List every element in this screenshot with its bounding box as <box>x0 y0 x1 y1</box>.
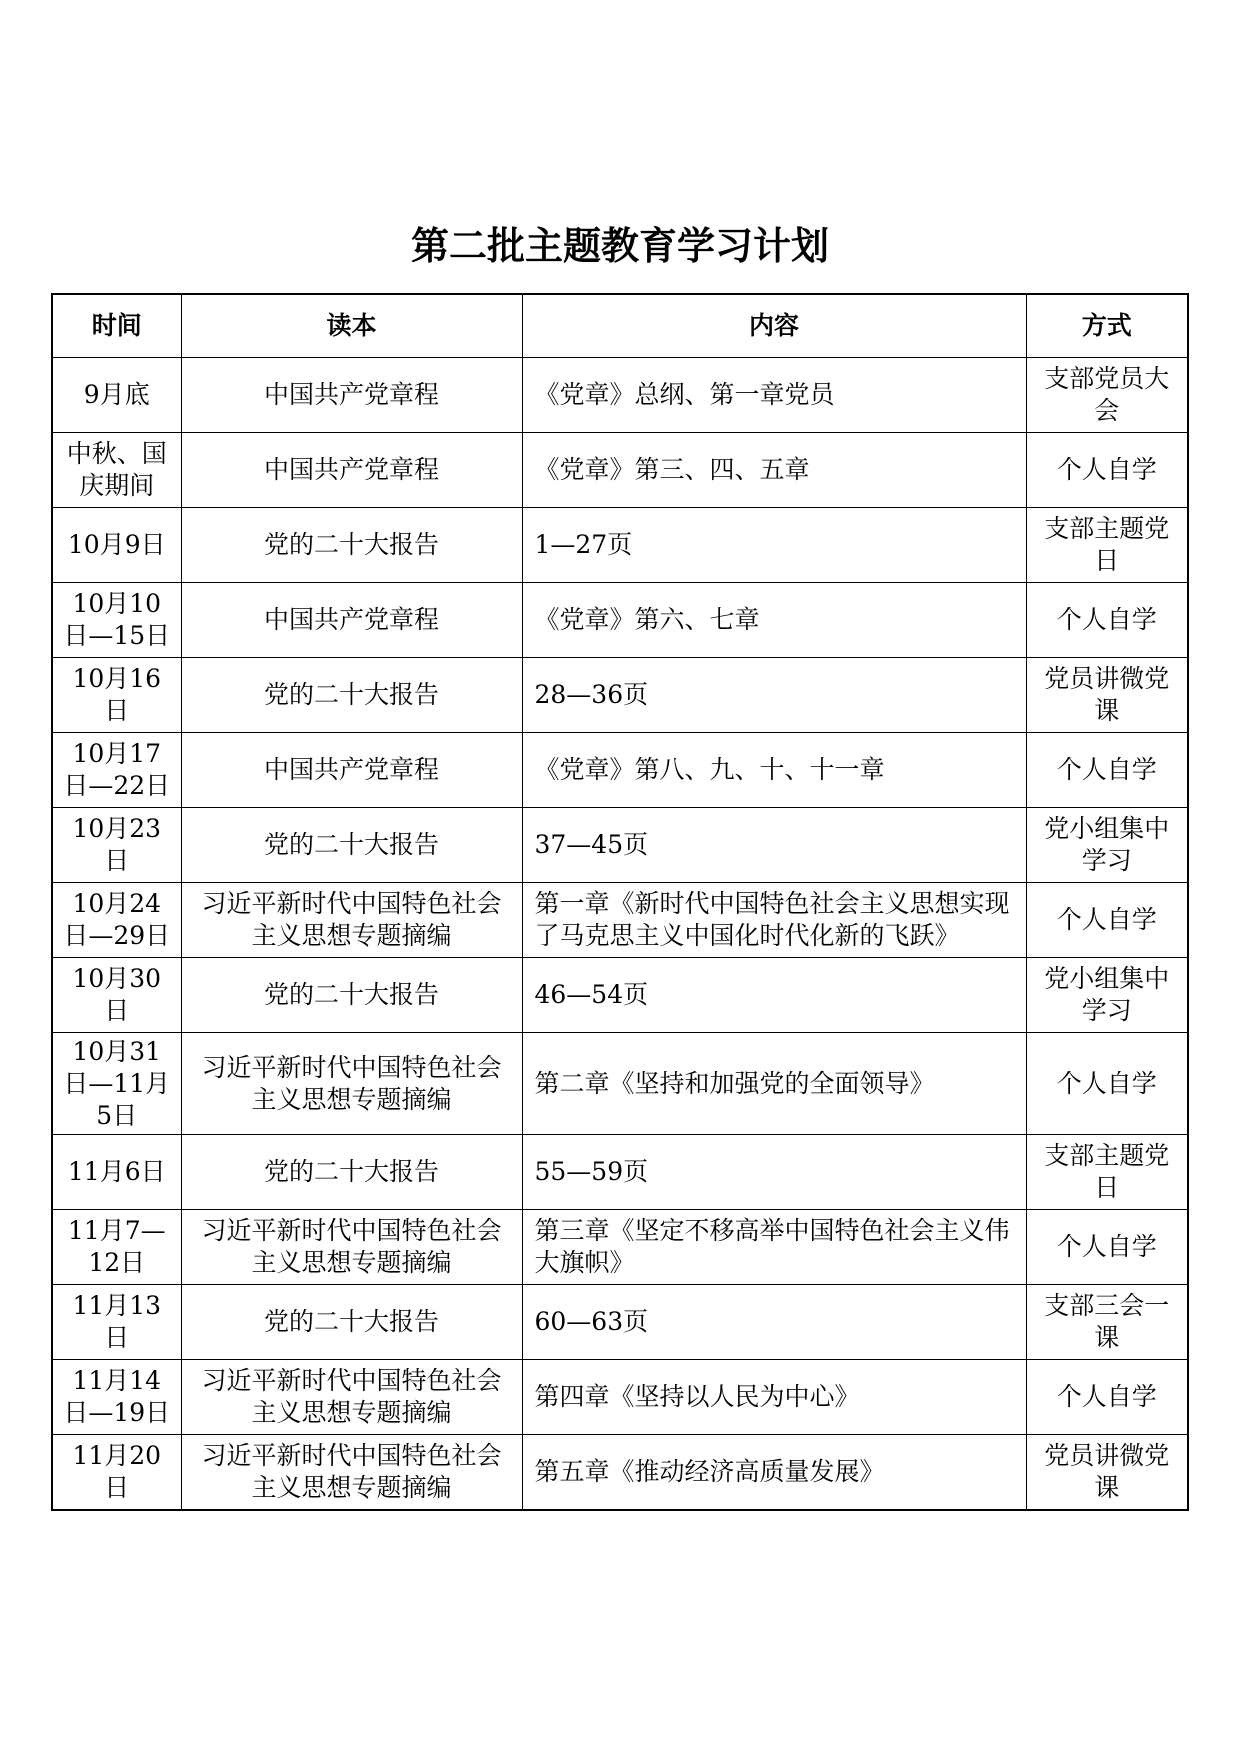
table-row <box>52 808 1188 883</box>
table-row <box>52 508 1188 583</box>
cell-reader: 中国共产党章程 <box>181 358 522 433</box>
cell-time: 10月30日 <box>52 958 181 1033</box>
cell-reader: 党的二十大报告 <box>181 508 522 583</box>
cell-time: 9月底 <box>52 358 181 433</box>
cell-method: 支部党员大会 <box>1026 358 1188 433</box>
cell-method: 个人自学 <box>1026 1033 1188 1135</box>
column-header-method: 方式 <box>1026 294 1188 358</box>
table-row <box>52 1435 1188 1511</box>
cell-time: 11月6日 <box>52 1135 181 1210</box>
page-title: 第二批主题教育学习计划 <box>410 223 829 268</box>
cell-time: 10月16日 <box>52 658 181 733</box>
cell-reader: 党的二十大报告 <box>181 658 522 733</box>
cell-content: 《党章》第六、七章 <box>522 583 1026 658</box>
cell-method: 支部三会一课 <box>1026 1285 1188 1360</box>
cell-time: 10月9日 <box>52 508 181 583</box>
cell-time: 10月10日—15日 <box>52 583 181 658</box>
table-row <box>52 1135 1188 1210</box>
cell-content: 46—54页 <box>522 958 1026 1033</box>
table-row <box>52 883 1188 958</box>
column-header-reader: 读本 <box>181 294 522 358</box>
cell-method: 个人自学 <box>1026 433 1188 508</box>
cell-reader: 党的二十大报告 <box>181 958 522 1033</box>
cell-content: 60—63页 <box>522 1285 1026 1360</box>
cell-content: 《党章》第三、四、五章 <box>522 433 1026 508</box>
column-header-time: 时间 <box>52 294 181 358</box>
cell-time: 10月31日—11月5日 <box>52 1033 181 1135</box>
cell-reader: 习近平新时代中国特色社会主义思想专题摘编 <box>181 1210 522 1285</box>
cell-content: 《党章》总纲、第一章党员 <box>522 358 1026 433</box>
cell-time: 10月23日 <box>52 808 181 883</box>
cell-reader: 中国共产党章程 <box>181 583 522 658</box>
cell-reader: 习近平新时代中国特色社会主义思想专题摘编 <box>181 1360 522 1435</box>
cell-content: 第四章《坚持以人民为中心》 <box>522 1360 1026 1435</box>
cell-method: 党员讲微党课 <box>1026 1435 1188 1511</box>
table-row <box>52 1360 1188 1435</box>
table-row <box>52 583 1188 658</box>
cell-method: 党小组集中学习 <box>1026 958 1188 1033</box>
cell-time: 10月24日—29日 <box>52 883 181 958</box>
cell-time: 11月20日 <box>52 1435 181 1511</box>
cell-content: 第五章《推动经济高质量发展》 <box>522 1435 1026 1511</box>
cell-reader: 习近平新时代中国特色社会主义思想专题摘编 <box>181 1435 522 1511</box>
cell-method: 个人自学 <box>1026 1210 1188 1285</box>
cell-reader: 习近平新时代中国特色社会主义思想专题摘编 <box>181 883 522 958</box>
cell-method: 个人自学 <box>1026 583 1188 658</box>
table-row <box>52 433 1188 508</box>
cell-content: 第一章《新时代中国特色社会主义思想实现了马克思主义中国化时代化新的飞跃》 <box>522 883 1026 958</box>
cell-method: 个人自学 <box>1026 883 1188 958</box>
cell-time: 10月17日—22日 <box>52 733 181 808</box>
cell-method: 支部主题党日 <box>1026 1135 1188 1210</box>
cell-time: 11月14日—19日 <box>52 1360 181 1435</box>
table-row <box>52 1033 1188 1135</box>
cell-content: 37—45页 <box>522 808 1026 883</box>
cell-reader: 党的二十大报告 <box>181 1135 522 1210</box>
cell-method: 党小组集中学习 <box>1026 808 1188 883</box>
cell-content: 第二章《坚持和加强党的全面领导》 <box>522 1033 1026 1135</box>
cell-method: 个人自学 <box>1026 1360 1188 1435</box>
study-plan-table <box>51 293 1189 1511</box>
cell-time: 中秋、国庆期间 <box>52 433 181 508</box>
cell-content: 28—36页 <box>522 658 1026 733</box>
table-row <box>52 658 1188 733</box>
table-row <box>52 1285 1188 1360</box>
cell-time: 11月7—12日 <box>52 1210 181 1285</box>
cell-method: 个人自学 <box>1026 733 1188 808</box>
cell-time: 11月13日 <box>52 1285 181 1360</box>
cell-content: 55—59页 <box>522 1135 1026 1210</box>
cell-method: 党员讲微党课 <box>1026 658 1188 733</box>
cell-content: 1—27页 <box>522 508 1026 583</box>
cell-reader: 习近平新时代中国特色社会主义思想专题摘编 <box>181 1033 522 1135</box>
cell-content: 第三章《坚定不移高举中国特色社会主义伟大旗帜》 <box>522 1210 1026 1285</box>
table-row <box>52 358 1188 433</box>
cell-reader: 党的二十大报告 <box>181 1285 522 1360</box>
cell-content: 《党章》第八、九、十、十一章 <box>522 733 1026 808</box>
cell-method: 支部主题党日 <box>1026 508 1188 583</box>
column-header-content: 内容 <box>522 294 1026 358</box>
cell-reader: 中国共产党章程 <box>181 433 522 508</box>
table-row <box>52 733 1188 808</box>
table-row <box>52 958 1188 1033</box>
cell-reader: 党的二十大报告 <box>181 808 522 883</box>
cell-reader: 中国共产党章程 <box>181 733 522 808</box>
table-header-row <box>52 294 1188 358</box>
table-row <box>52 1210 1188 1285</box>
